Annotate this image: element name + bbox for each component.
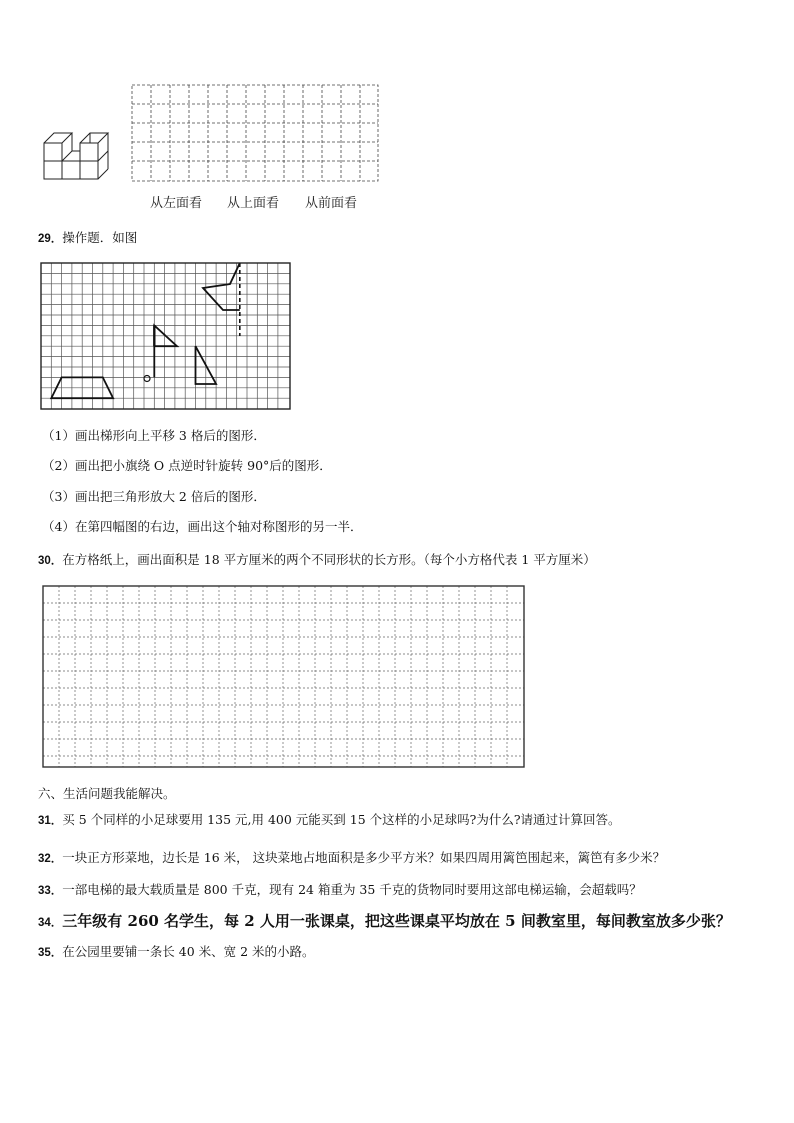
q35-line <box>38 944 315 961</box>
q30-text: 在方格纸上，画出面积是 18 平方厘米的两个不同形状的长方形。（每个小方格代表 1 平方厘米） <box>62 552 596 567</box>
q35-text: 在公园里要铺一条长 40 米、宽 2 米的小路。 <box>62 944 315 959</box>
q32-number: 32． <box>38 853 63 865</box>
q29-task-2: （2）画出把小旗绕 O 点逆时针旋转 90°后的图形． <box>42 458 332 473</box>
q29-task-1: （1）画出梯形向上平移 3 格后的图形． <box>42 428 266 443</box>
section6-title: 六、生活问题我能解决。 <box>38 786 176 801</box>
q31-number: 31． <box>38 815 63 827</box>
cube-stack-figure <box>40 125 115 185</box>
q31-line <box>38 812 621 829</box>
q31-text: 买 5 个同样的小足球要用 135 元,用 400 元能买到 15 个这样的小足球吗?为什么?请通过计算回答。 <box>62 812 621 827</box>
half-figure-shape <box>203 263 240 310</box>
q29-grid-figure[interactable] <box>40 262 292 411</box>
q35-number: 35． <box>38 947 63 959</box>
view-label-left: 从左面看 <box>150 196 203 211</box>
q29-heading <box>38 230 137 247</box>
q29-number: 29． <box>38 233 63 245</box>
q29-title: 操作题．如图 <box>62 230 138 245</box>
q32-text: 一块正方形菜地，边长是 16 米， 这块菜地占地面积是多少平方米？如果四周用篱笆围起来，篱笆有多少米？ <box>62 850 666 865</box>
q34-line <box>38 911 731 933</box>
q30-heading <box>38 552 596 569</box>
q33-number: 33． <box>38 885 63 897</box>
q33-line <box>38 882 642 899</box>
q30-number: 30． <box>38 555 63 567</box>
view-label-front: 从前面看 <box>305 196 358 211</box>
q32-line <box>38 850 665 867</box>
q33-text: 一部电梯的最大载质量是 800 千克，现有 24 箱重为 35 千克的货物同时要用这部电梯运输，会超载吗？ <box>62 882 642 897</box>
q29-task-3: （3）画出把三角形放大 2 倍后的图形． <box>42 489 266 504</box>
q30-answer-grid[interactable] <box>42 585 526 769</box>
three-view-answer-grid[interactable] <box>131 84 381 184</box>
q29-task-4: （4）在第四幅图的右边，画出这个轴对称图形的另一半． <box>42 519 363 534</box>
q34-number: 34． <box>38 917 63 929</box>
view-label-top: 从上面看 <box>227 196 280 211</box>
point-o <box>144 376 150 382</box>
q34-text: 三年级有 260 名学生，每 2 人用一张课桌，把这些课桌平均放在 5 间教室里，每间教室放多少张？ <box>62 912 731 930</box>
